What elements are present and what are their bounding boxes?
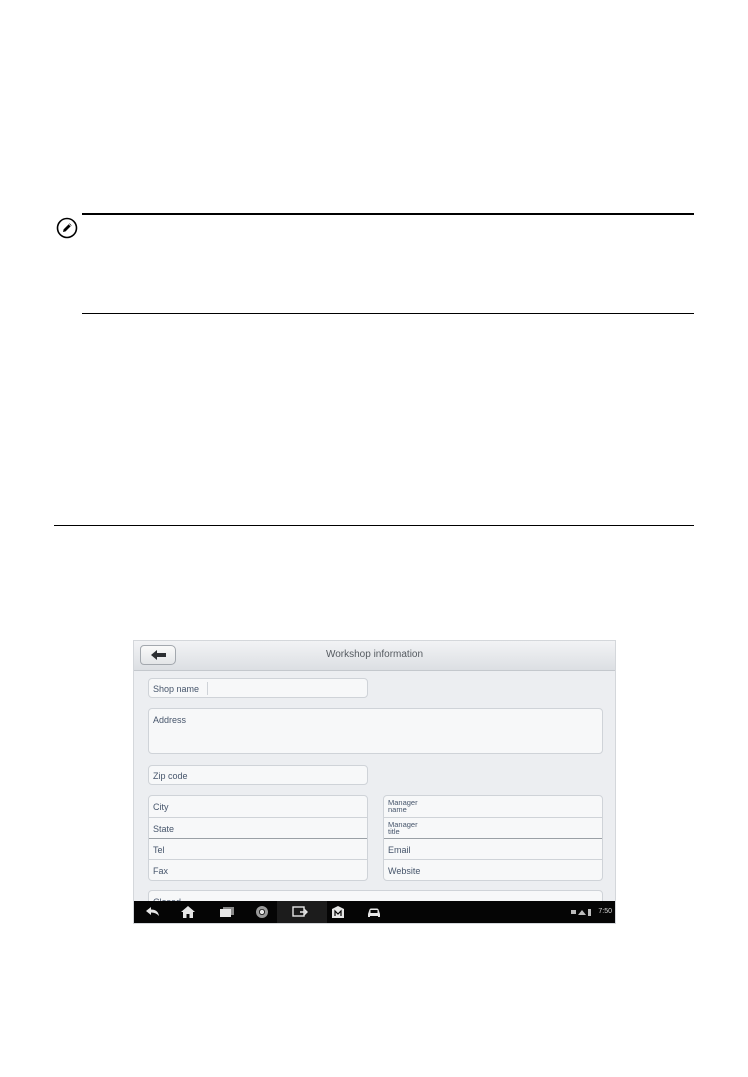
website-field[interactable] (384, 860, 602, 881)
pencil-icon (56, 217, 78, 239)
address-label: Address (153, 715, 187, 725)
manager-name-field[interactable] (384, 796, 602, 817)
state-label: State (153, 824, 175, 834)
note-bottom-rule (82, 313, 694, 314)
page-title: Workshop information (325, 649, 424, 660)
shop-name-label: Shop name (153, 684, 200, 694)
email-label: Email (388, 845, 411, 855)
website-label: Website (388, 866, 421, 876)
remote-desk-icon[interactable] (292, 905, 308, 919)
workshop-information-screenshot (133, 640, 616, 924)
email-field[interactable] (384, 839, 602, 860)
home-icon[interactable] (180, 905, 196, 919)
fax-label: Fax (153, 866, 169, 876)
navigation-bar (134, 901, 615, 923)
chrome-icon[interactable] (254, 905, 270, 919)
state-field[interactable] (149, 818, 367, 839)
car-icon[interactable] (366, 905, 382, 919)
zip-code-field[interactable] (148, 765, 368, 785)
city-field[interactable] (149, 796, 367, 817)
manager-title-field[interactable] (384, 818, 602, 839)
zip-code-label: Zip code (153, 771, 188, 781)
section-rule (54, 525, 694, 526)
recent-apps-icon[interactable] (219, 905, 235, 919)
status-icons (571, 909, 591, 916)
tel-field[interactable] (149, 839, 367, 860)
shop-name-field[interactable] (148, 678, 368, 698)
contact-group-left (148, 795, 368, 881)
fax-field[interactable] (149, 860, 367, 881)
address-field[interactable] (148, 708, 603, 754)
manager-title-label: Manager title (388, 820, 418, 836)
manager-name-label: Manager name (388, 798, 418, 814)
title-bar (134, 641, 615, 671)
status-clock: 7:50 (598, 908, 612, 915)
city-label: City (153, 802, 169, 812)
note-top-rule (82, 213, 694, 215)
vci-icon[interactable] (330, 905, 346, 919)
cursor (207, 682, 208, 695)
tel-label: Tel (153, 845, 165, 855)
contact-group-right (383, 795, 603, 881)
back-icon[interactable] (145, 905, 161, 919)
